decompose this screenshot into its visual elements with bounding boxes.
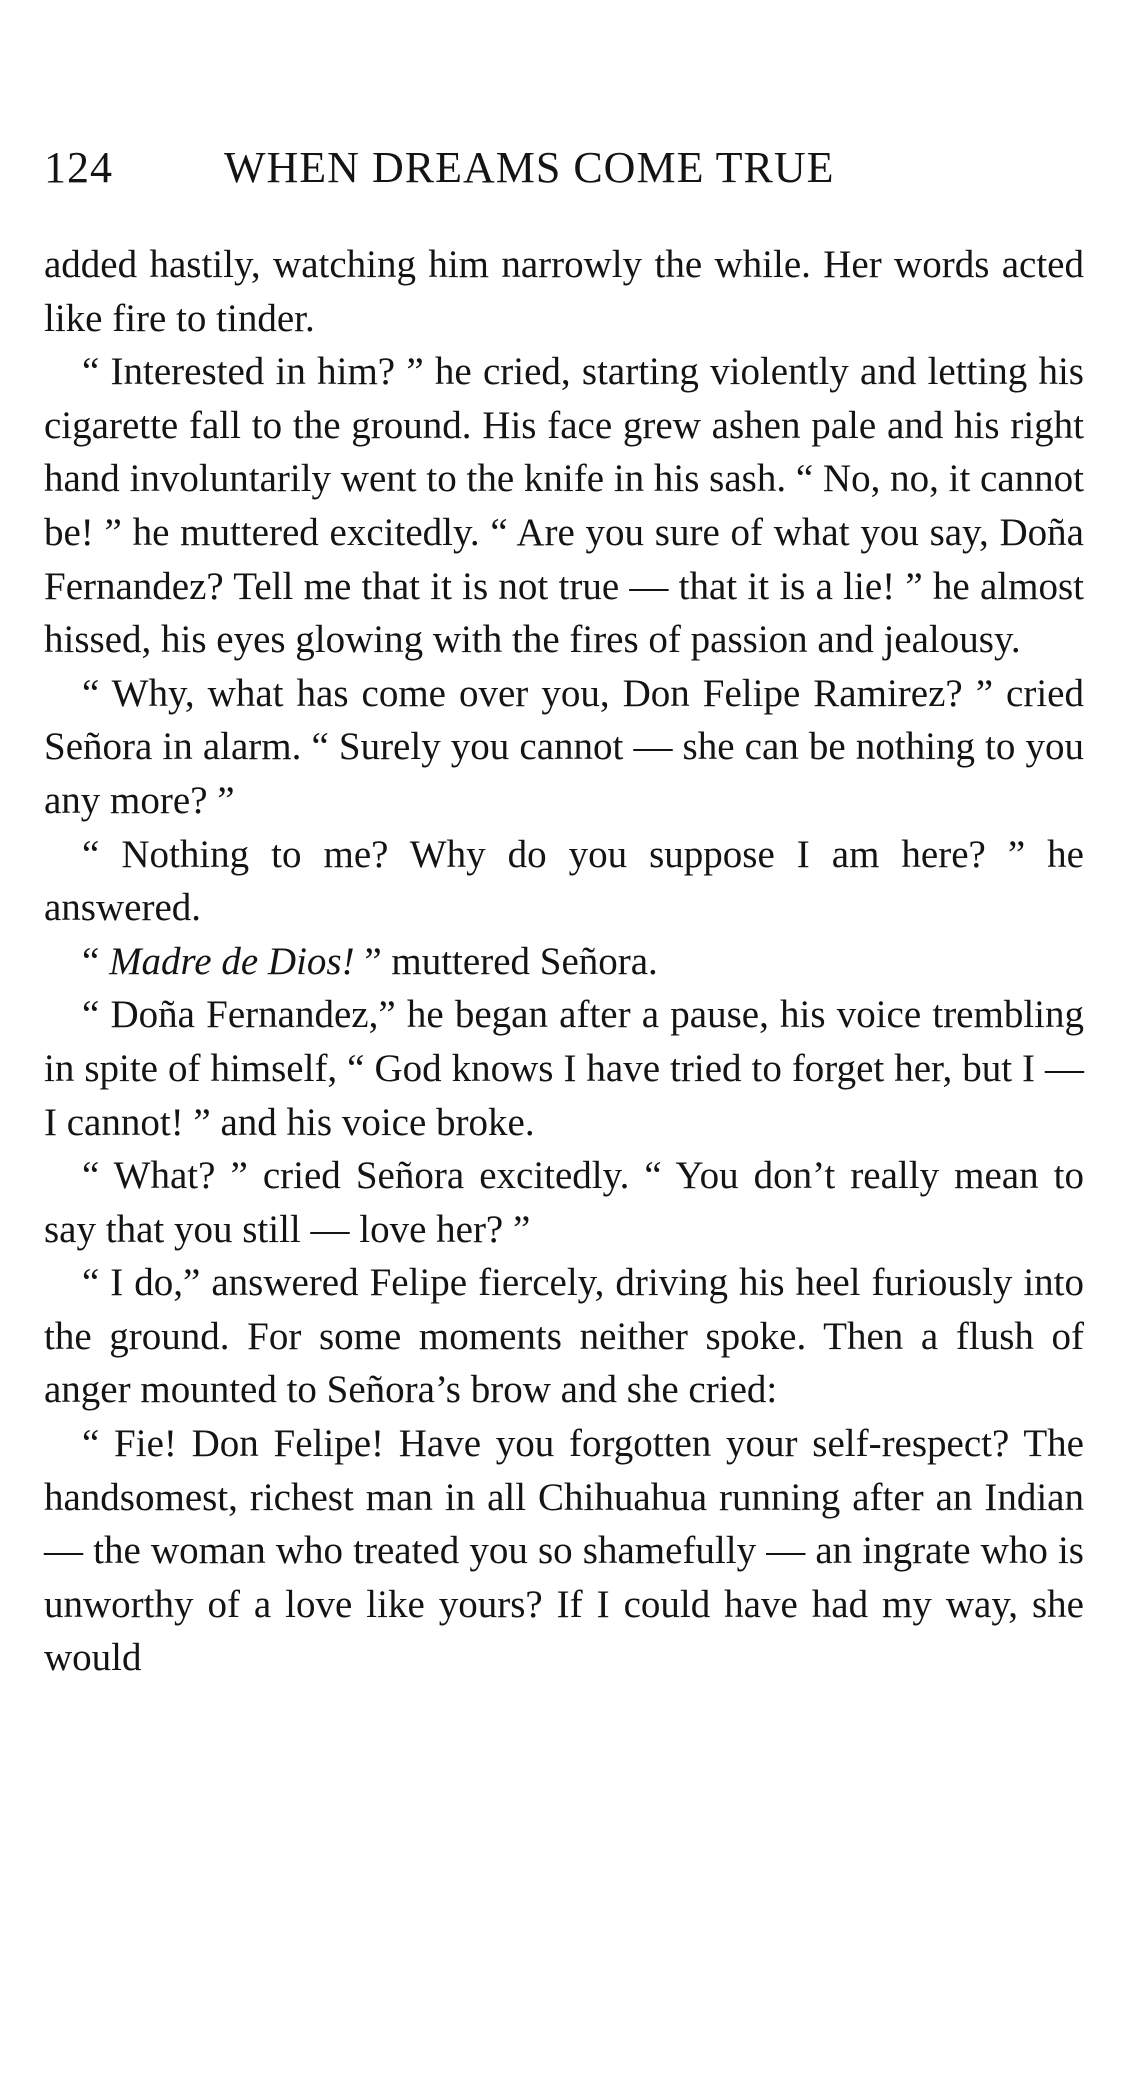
book-page [44, 0, 1084, 2093]
running-head [44, 138, 1084, 198]
page-number: 124 [44, 143, 113, 192]
paragraph-4: “ Nothing to me? Why do you suppose I am here? ” he answered. [44, 832, 1084, 930]
paragraph-6: “ Doña Fernandez,” he began after a pause, his voice trembling in spite of himself, “ God knows I have tried to forget her, but I — I cannot! ” and his voice broke. [44, 993, 1084, 1144]
paragraph-5-rest: ” muttered Señora. [354, 939, 658, 983]
paragraph-8: “ I do,” answered Felipe fiercely, driving his heel furiously into the ground. For some moments neither spoke. Then a flush of anger mounted to Señora’s brow and she cried: [44, 1261, 1084, 1412]
body-text [44, 238, 1084, 1685]
paragraph-2: “ Interested in him? ” he cried, starting violently and letting his cigarette fall to the ground. His face grew ashen pale and his right hand involuntarily went to the knife in his sash. “ No, no, it cannot be! ” he muttered excitedly. “ Are you sure of what you say, Doña Fernandez? Tell me that it is not true — that it is a lie! ” he almost hissed, his eyes glowing with the fires of passion and jealousy. [44, 350, 1084, 662]
italic-exclamation: Madre de Dios! [109, 939, 355, 983]
open-quote: “ [82, 939, 110, 983]
paragraph-7: “ What? ” cried Señora excitedly. “ You don’t really mean to say that you still — love her? ” [44, 1154, 1084, 1251]
paragraph-3: “ Why, what has come over you, Don Felipe Ramirez? ” cried Señora in alarm. “ Surely you cannot — she can be nothing to you any more? ” [44, 671, 1084, 822]
paragraph-9: “ Fie! Don Felipe! Have you forgotten your self-respect? The handsomest, richest man in all Chihuahua running after an Indian — the woman who treated you so shamefully — an ingrate who is unworthy of a love like yours? If I could have had my way, she would [44, 1422, 1084, 1680]
paragraph-5 [44, 935, 1084, 989]
paragraph-1: added hastily, watching him narrowly the while. Her words acted like fire to tinder. [44, 243, 1084, 340]
running-title: WHEN DREAMS COME TRUE [224, 143, 835, 192]
